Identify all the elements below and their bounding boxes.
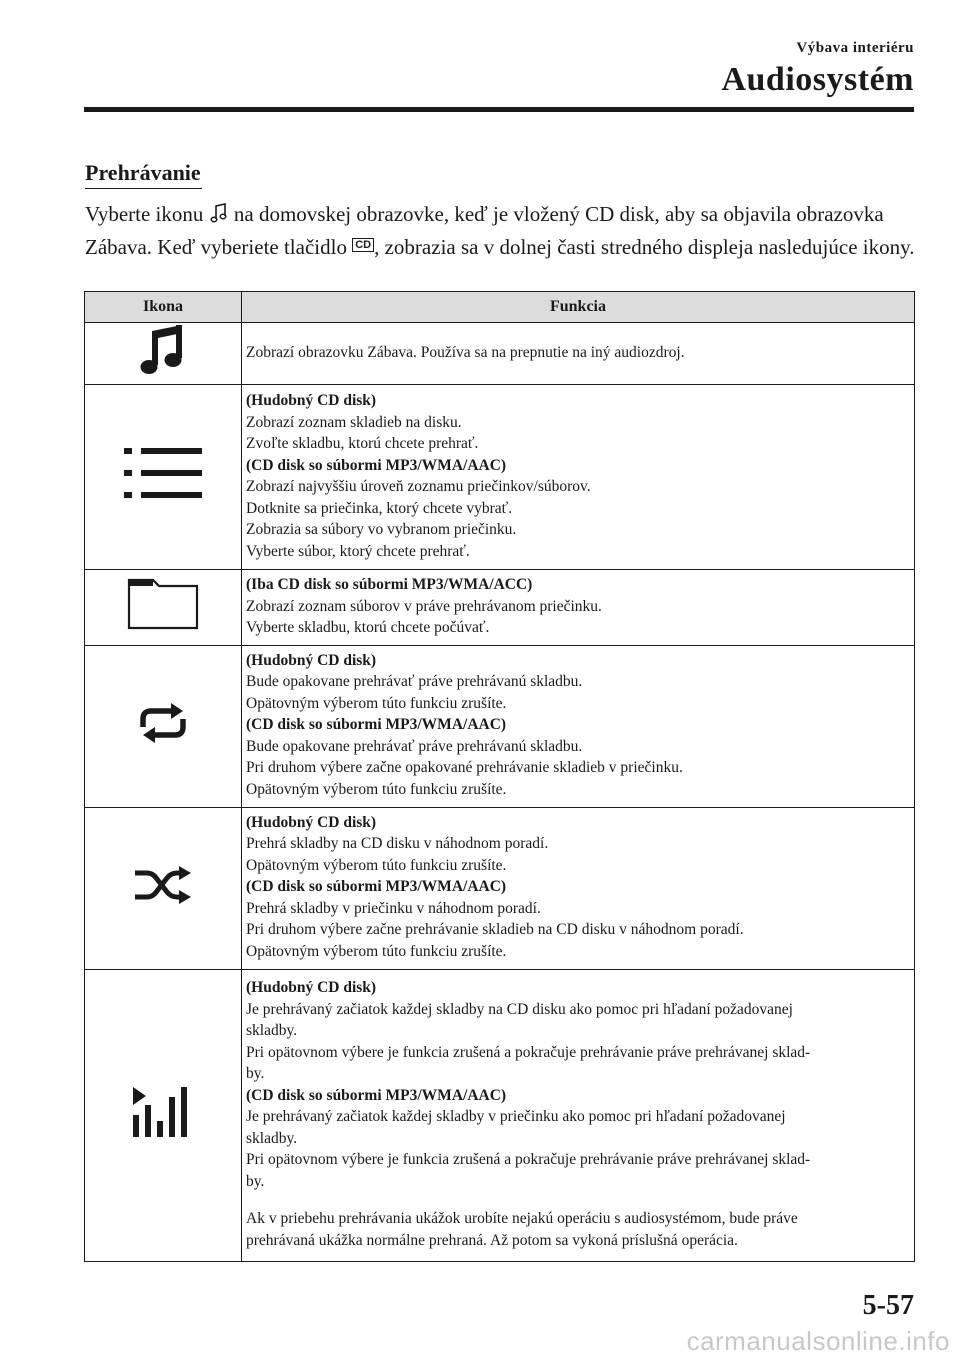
page-header [721,40,914,99]
function-text-line: Pri druhom výbere začne prehrávanie skladieb na CD disku v náhodnom poradí. [246,921,744,939]
music-note-icon [138,323,188,377]
function-cell [242,385,915,570]
function-subheading: (Hudobný CD disk) [246,651,377,669]
function-subheading: (Hudobný CD disk) [246,979,377,996]
function-text-line: Bude opakovane prehrávať práve prehrávanú skladbu. [246,737,583,755]
table-row [85,570,915,646]
icon-cell [85,969,242,1261]
function-cell [242,807,915,969]
function-text-line: Pri opätovnom výbere je funkcia zrušená a pokračuje prehrávanie práve prehrávanej sklad- [246,1043,811,1061]
function-cell [242,969,915,1261]
list-icon [124,448,202,500]
paragraph-gap [246,1192,910,1208]
folder-icon [127,578,199,630]
function-subheading: (CD disk so súbormi MP3/WMA/AAC) [246,456,507,474]
function-text-line: Ak v priebehu prehrávania ukážok urobíte nejakú operáciu s audiosystémom, bude práve [246,1210,798,1227]
function-text-line: Prehrá skladby na CD disku v náhodnom poradí. [246,835,549,853]
column-header-icon: Ikona [85,292,242,323]
column-header-function: Funkcia [242,292,915,323]
function-text-line: skladby. [246,1022,298,1039]
function-text-line: Zobrazí zoznam súborov v práve prehrávanom priečinku. [246,597,602,615]
function-subheading: (Hudobný CD disk) [246,813,377,831]
function-text-line: Pri opätovnom výbere je funkcia zrušená a pokračuje prehrávanie práve prehrávanej sklad- [246,1151,811,1168]
icon-cell [85,323,242,385]
function-text-line: skladby. [246,1129,298,1147]
function-text-line: Zobrazia sa súbory vo vybranom priečinku. [246,521,517,538]
table-row [85,807,915,969]
function-cell [242,323,915,385]
chapter-subtitle: Výbava interiéru [796,40,914,56]
function-text-line: Opätovným výberom túto funkciu zrušíte. [246,856,507,874]
intro-text-1: Vyberte ikonu [85,202,209,226]
function-text-line: Prehrá skladby v priečinku v náhodnom poradí. [246,899,541,917]
function-text-line: by. [246,1172,265,1190]
function-text-line: Zobrazí najvyššiu úroveň zoznamu priečinkov/súborov. [246,478,591,495]
function-cell [242,570,915,646]
section-underline [85,188,202,189]
header-rule [84,107,914,112]
function-subheading: (Iba CD disk so súbormi MP3/WMA/ACC) [246,576,533,593]
icon-cell [85,645,242,807]
icon-cell [85,570,242,646]
function-text-line: Opätovným výberom túto funkciu zrušíte. [246,694,507,712]
function-text-line: Zvoľte skladbu, ktorú chcete prehrať. [246,435,479,452]
function-subheading: (CD disk so súbormi MP3/WMA/AAC) [246,878,507,896]
icon-cell [85,385,242,570]
function-text-line: Opätovným výberom túto funkciu zrušíte. [246,942,507,960]
function-text-line: prehrávaná ukážka normálne prehraná. Až potom sa vykoná príslušná operácia. [246,1231,738,1249]
function-text-line: Je prehrávaný začiatok každej skladby v priečinku ako pomoc pri hľadaní požadovanej [246,1108,786,1125]
function-text-line: Zobrazí obrazovku Zábava. Používa sa na prepnutie na iný audiozdroj. [246,343,685,361]
page-number: 5-57 [862,1290,914,1321]
function-text-line: Vyberte skladbu, ktorú chcete počúvať. [246,619,490,636]
cd-button-icon: CD [352,238,374,252]
function-text-line: Pri druhom výbere začne opakované prehrávanie skladieb v priečinku. [246,759,683,777]
section-title: Prehrávanie [85,160,201,185]
function-text-line: Zobrazí zoznam skladieb na disku. [246,413,462,431]
function-text-line: Vyberte súbor, ktorý chcete prehrať. [246,542,470,560]
function-text-line: Dotknite sa priečinka, ktorý chcete vybrať. [246,499,513,517]
chapter-title: Audiosystém [721,61,914,98]
table-row [85,385,915,570]
intro-text-2: na domovskej obrazovke, keď je vložený CD disk, aby sa objavila obrazovka Zábava. Keď vyberiete tlačidlo [85,202,884,259]
function-table [84,291,915,1262]
scan-icon [133,1087,193,1137]
watermark: carmanualsonline.info [686,1326,950,1356]
icon-cell [85,807,242,969]
table-row [85,323,915,385]
function-text-line: Opätovným výberom túto funkciu zrušíte. [246,780,507,798]
function-subheading: (CD disk so súbormi MP3/WMA/AAC) [246,1086,507,1104]
function-text-line: Je prehrávaný začiatok každej skladby na CD disku ako pomoc pri hľadaní požadovanej [246,1000,793,1018]
shuffle-icon [133,865,193,905]
music-note-icon [210,202,228,232]
function-cell [242,645,915,807]
table-row [85,969,915,1261]
function-subheading: (Hudobný CD disk) [246,392,377,409]
function-text-line: by. [246,1065,265,1082]
function-subheading: (CD disk so súbormi MP3/WMA/AAC) [246,716,507,734]
repeat-icon [135,701,191,745]
table-row [85,645,915,807]
intro-paragraph [85,199,915,262]
intro-text-3: , zobrazia sa v dolnej časti stredného displeja nasledujúce ikony. [374,235,915,259]
function-text-line: Bude opakovane prehrávať práve prehrávanú skladbu. [246,673,583,691]
